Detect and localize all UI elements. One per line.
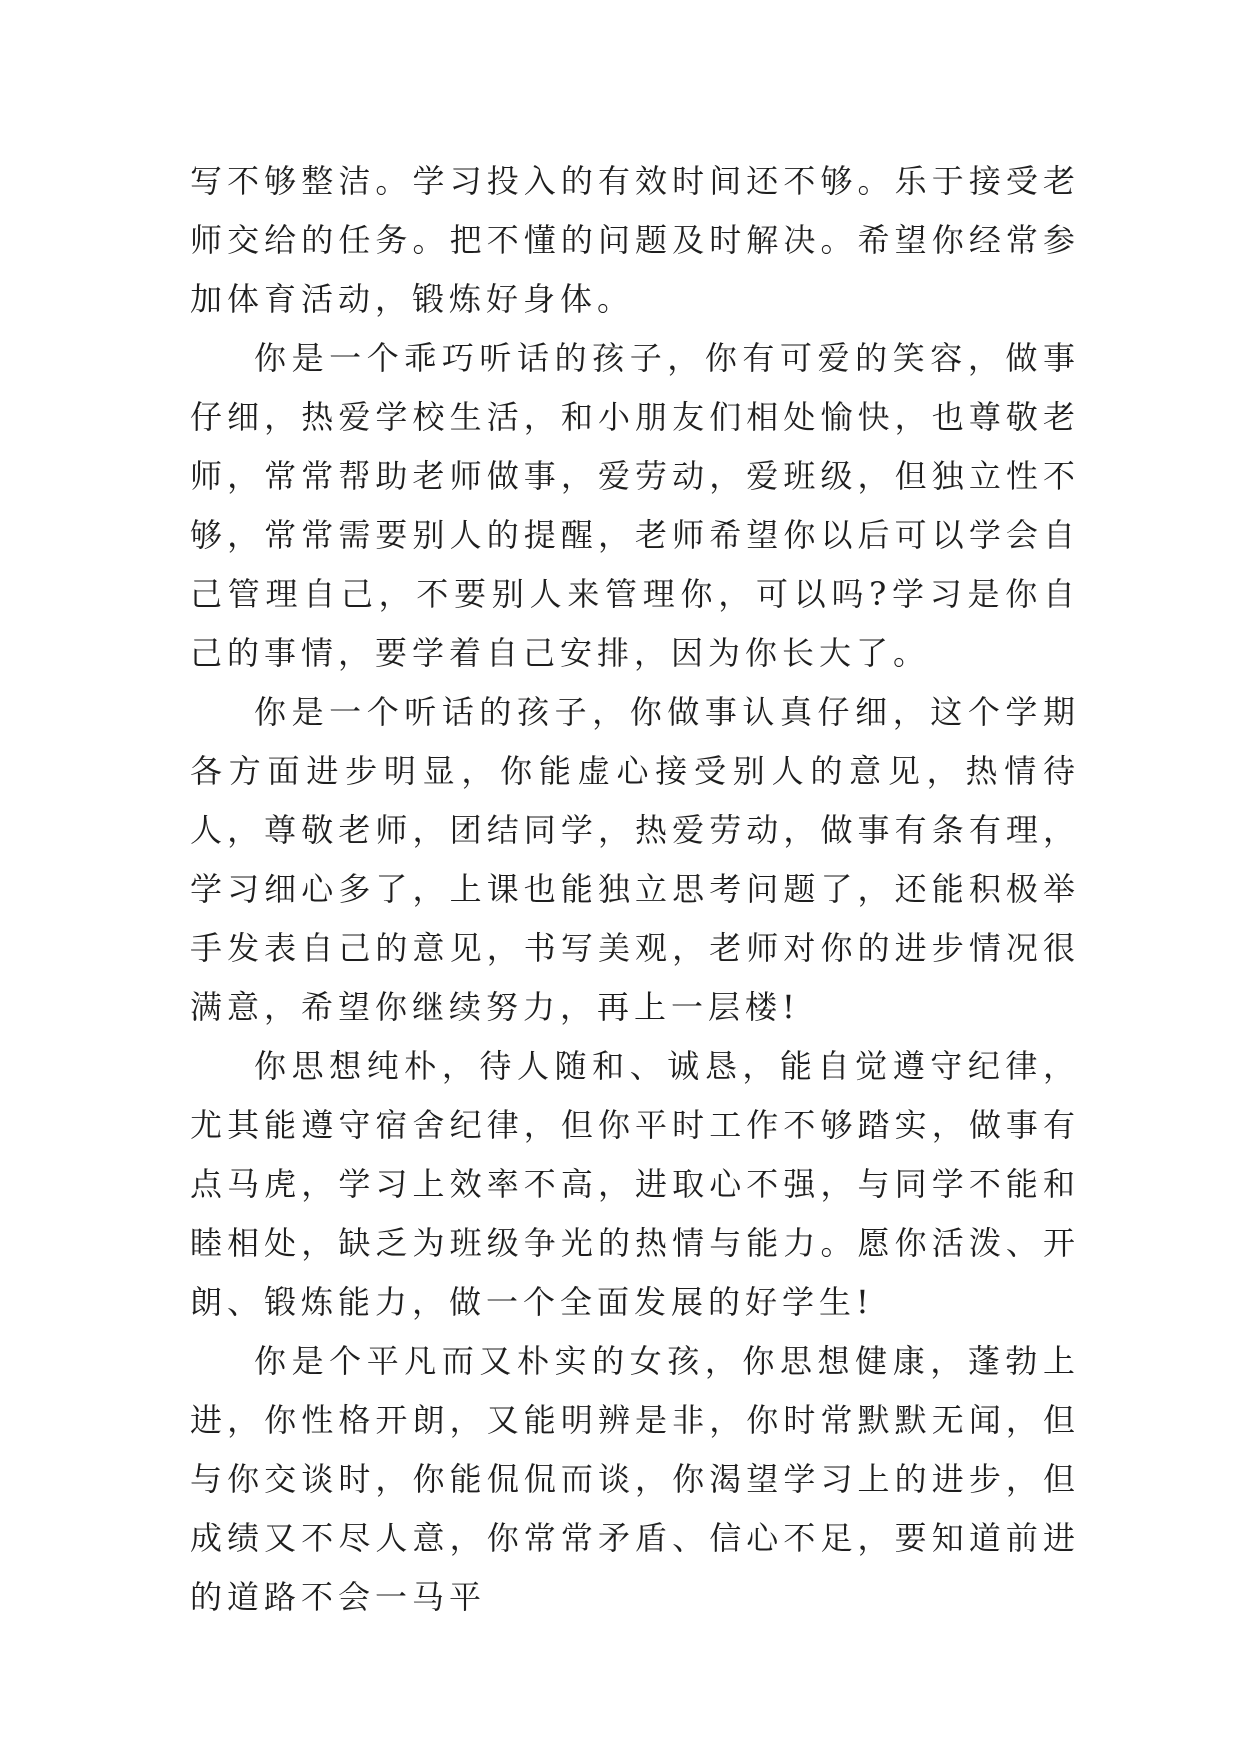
paragraph-comment-3: 你思想纯朴，待人随和、诚恳，能自觉遵守纪律，尤其能遵守宿舍纪律，但你平时工作不够踏实，做事有点马虎，学习上效率不高，进取心不强，与同学不能和睦相处，缺乏为班级争光的热情与能力。愿你活泼、开朗、锻炼能力，做一个全面发展的好学生! [190, 1047, 1080, 1321]
paragraph-comment-4: 你是个平凡而又朴实的女孩，你思想健康，蓬勃上进，你性格开朗，又能明辨是非，你时常默默无闻，但与你交谈时，你能侃侃而谈，你渴望学习上的进步，但成绩又不尽人意，你常常矛盾、信心不足，要知道前进的道路不会一马平 [190, 1342, 1080, 1616]
document-body [190, 152, 1080, 1627]
paragraph-comment-1: 你是一个乖巧听话的孩子，你有可爱的笑容，做事仔细，热爱学校生活，和小朋友们相处愉快，也尊敬老师，常常帮助老师做事，爱劳动，爱班级，但独立性不够，常常需要别人的提醒，老师希望你以后可以学会自己管理自己，不要别人来管理你，可以吗?学习是你自己的事情，要学着自己安排，因为你长大了。 [190, 339, 1080, 672]
paragraph-continuation: 写不够整洁。学习投入的有效时间还不够。乐于接受老师交给的任务。把不懂的问题及时解决。希望你经常参加体育活动，锻炼好身体。 [190, 162, 1080, 318]
paragraph-comment-2: 你是一个听话的孩子，你做事认真仔细，这个学期各方面进步明显，你能虚心接受别人的意见，热情待人，尊敬老师，团结同学，热爱劳动，做事有条有理，学习细心多了，上课也能独立思考问题了，还能积极举手发表自己的意见，书写美观，老师对你的进步情况很满意，希望你继续努力，再上一层楼! [190, 693, 1080, 1026]
